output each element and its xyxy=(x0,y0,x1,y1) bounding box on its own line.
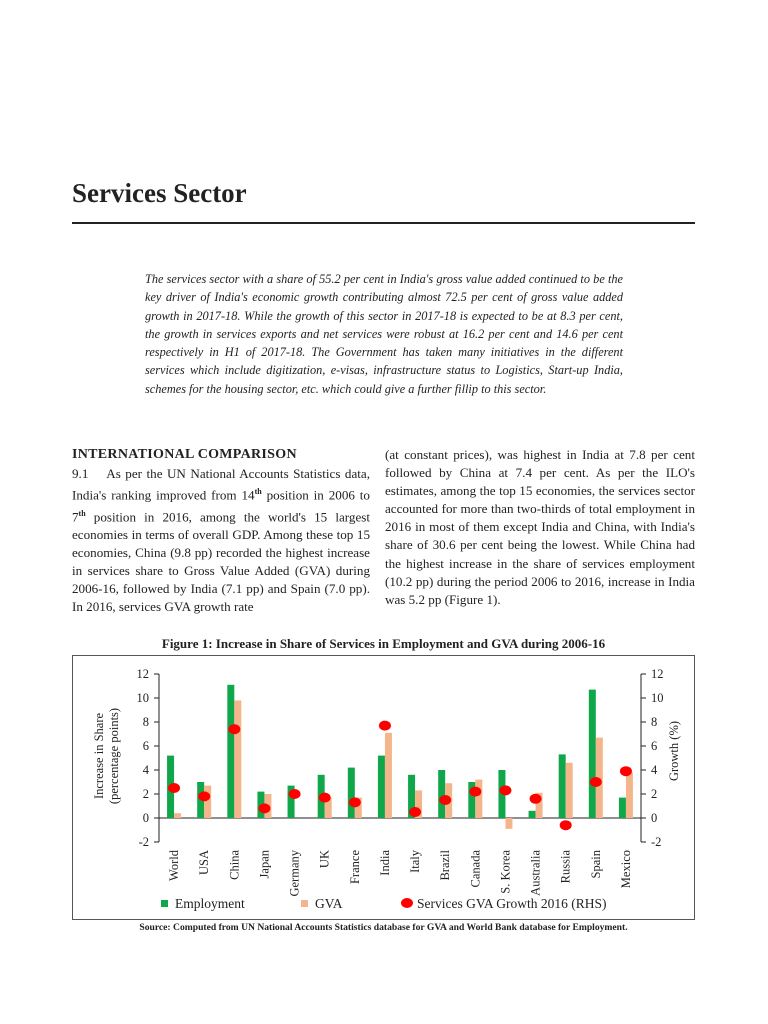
x-tick-label: Mexico xyxy=(618,850,633,889)
x-tick-label: Italy xyxy=(408,850,423,873)
chapter-abstract: The services sector with a share of 55.2 per cent in India's gross value added continued to be the key driver of India's economic growth contributing almost 72.5 per cent of gross value added growth in 2017-18. While the growth of this sector in 2017-18 is expected to be at 8.3 per cent, the growth in services exports and net services were robust at 16.2 per cent and 14.6 per cent respectively in H1 of 2017-18. The Government has taken many initiatives in the different services which include digitization, e-visas, infrastructure status to Logistics, Start-up India, schemes for the housing sector, etc. which could give a further fillip to this sector. xyxy=(145,272,623,396)
growth-dot xyxy=(289,789,301,799)
y-tick-label: 12 xyxy=(136,667,149,681)
growth-dot xyxy=(228,724,240,734)
gva-bar xyxy=(234,700,241,818)
growth-dot xyxy=(469,787,481,797)
legend-swatch xyxy=(161,900,168,907)
y2-tick-label: 6 xyxy=(651,739,658,753)
x-tick-label: USA xyxy=(197,850,212,876)
y-tick-label: 10 xyxy=(136,691,149,705)
title-rule xyxy=(72,222,695,224)
growth-dot xyxy=(499,785,511,795)
y-axis-label xyxy=(92,708,121,804)
x-tick-label: World xyxy=(167,850,182,881)
growth-dot xyxy=(590,777,602,787)
superscript: th xyxy=(254,487,262,497)
x-tick-label: France xyxy=(347,850,362,885)
x-tick-label: Germany xyxy=(287,850,302,897)
gva-bar xyxy=(505,818,512,829)
growth-dot xyxy=(439,795,451,805)
employment-bar xyxy=(378,756,385,818)
superscript: th xyxy=(78,508,86,518)
x-tick-label: Canada xyxy=(468,850,483,888)
gva-bar xyxy=(174,813,181,818)
gva-bar xyxy=(204,786,211,818)
page-title: Services Sector xyxy=(72,178,247,208)
x-tick-label: UK xyxy=(317,850,332,869)
y-tick-label: 0 xyxy=(142,811,149,825)
x-tick-label: S. Korea xyxy=(498,850,513,894)
y2-tick-label: 4 xyxy=(651,763,658,777)
employment-bar xyxy=(619,798,626,818)
growth-dot xyxy=(379,721,391,731)
y2-axis-label: Growth (%) xyxy=(667,720,681,782)
y2-tick-label: 8 xyxy=(651,715,658,729)
growth-dot xyxy=(530,794,542,804)
text: position in 2006 to 7 xyxy=(72,487,370,524)
paragraph-9-1 xyxy=(72,465,370,616)
x-tick-label: India xyxy=(377,850,392,876)
figure-title: Figure 1: Increase in Share of Services in Employment and GVA during 2006-16 xyxy=(161,636,606,651)
y2-tick-label: -2 xyxy=(651,835,662,849)
y-tick-label: -2 xyxy=(138,835,149,849)
y2-tick-label: 2 xyxy=(651,787,658,801)
y-tick-label: 4 xyxy=(142,763,149,777)
gva-bar xyxy=(385,733,392,818)
employment-bar xyxy=(559,754,566,818)
legend-label: GVA xyxy=(315,896,343,911)
x-tick-label: Spain xyxy=(588,850,603,879)
employment-bar xyxy=(438,770,445,818)
gva-bar xyxy=(475,780,482,818)
text: 9.1 As per the UN National Accounts Statistics data, India's ranking improved from 14 xyxy=(72,466,370,503)
legend-dot xyxy=(401,898,413,908)
growth-dot xyxy=(620,766,632,776)
growth-dot xyxy=(409,807,421,817)
x-tick-label: Russia xyxy=(558,850,573,884)
figure-source: Source: Computed from UN National Accounts Statistics database for GVA and World Bank database for Employment. xyxy=(139,922,628,933)
y-tick-label: 8 xyxy=(142,715,149,729)
x-tick-label: Australia xyxy=(528,850,543,896)
y-tick-label: 6 xyxy=(142,739,149,753)
legend-label: Services GVA Growth 2016 (RHS) xyxy=(417,896,607,911)
growth-dot xyxy=(319,793,331,803)
growth-dot xyxy=(198,791,210,801)
growth-dot xyxy=(349,797,361,807)
section-heading: INTERNATIONAL COMPARISON xyxy=(72,447,297,462)
y2-tick-label: 12 xyxy=(651,667,664,681)
gva-bar xyxy=(626,772,633,818)
y-tick-label: 2 xyxy=(142,787,149,801)
growth-dot xyxy=(258,803,270,813)
employment-bar xyxy=(589,690,596,818)
chart xyxy=(73,656,694,919)
chart-box xyxy=(72,655,695,920)
y2-tick-label: 10 xyxy=(651,691,664,705)
right-column: (at constant prices), was highest in India at 7.8 per cent followed by China at 7.4 per cent. As per the ILO's estimates, among the top 15 economies, the services sector accounted for more than two-thirds of total employment in 2016 in most of them except India and China, with India's share of 30.6 per cent being the lowest. While China had the highest increase in the share of services employment (10.2 pp) during the period 2006 to 2016, increase in India was 5.2 pp (Figure 1). xyxy=(385,447,695,607)
growth-dot xyxy=(560,820,572,830)
legend-label: Employment xyxy=(175,896,245,911)
employment-bar xyxy=(348,768,355,818)
y2-tick-label: 0 xyxy=(651,811,658,825)
employment-bar xyxy=(529,811,536,818)
text: position in 2016, among the world's 15 largest economies in terms of overall GDP. Among these top 15 economies, China (9.8 pp) recorded the highest increase in services share to Gross Value Added (GVA) during 2006-16, followed by India (7.1 pp) and Spain (7.0 pp). In 2016, services GVA growth rate xyxy=(72,509,370,615)
gva-bar xyxy=(566,763,573,818)
employment-bar xyxy=(227,685,234,818)
y-axis-label-line: Increase in Share xyxy=(92,712,106,800)
x-tick-label: Japan xyxy=(257,850,272,879)
growth-dot xyxy=(168,783,180,793)
x-tick-label: Brazil xyxy=(438,850,453,881)
left-column xyxy=(72,446,370,617)
y-axis-label-line: (percentage points) xyxy=(107,707,121,805)
legend-swatch xyxy=(301,900,308,907)
x-tick-label: China xyxy=(227,850,242,880)
